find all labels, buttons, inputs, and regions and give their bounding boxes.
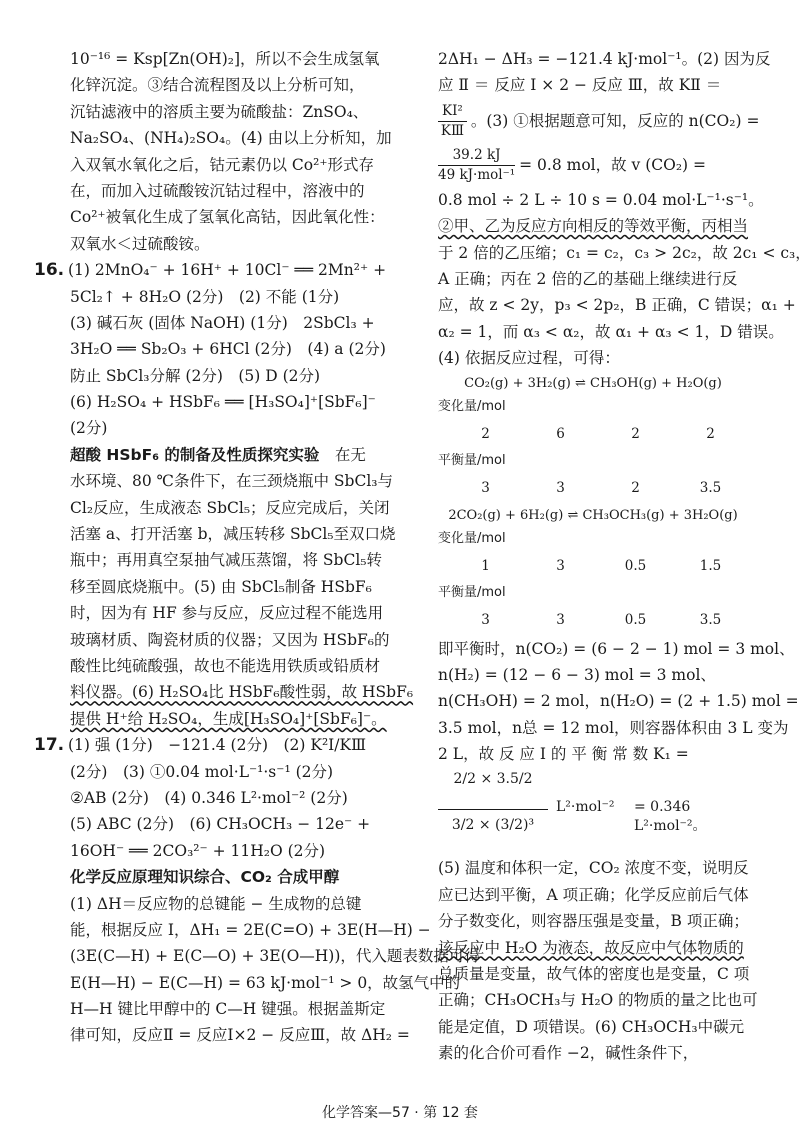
explanation-line: 瓶中；再用真空泵抽气减压蒸馏，将 SbCl₅转 xyxy=(70,551,382,570)
answer-line: ②AB (2分) (4) 0.346 L²·mol⁻² (2分) xyxy=(70,788,348,807)
text-line: 能是定值，D 项错误。(6) CH₃OCH₃中碳元 xyxy=(438,1017,745,1036)
co2-amount-line: $\frac{39.2 kJ}{\text{49 kJ·mol⁻¹}}$ = 0.8 mol，故 v (CO₂) = xyxy=(438,147,707,184)
text-line: n(CH₃OH) = 2 mol，n(H₂O) = (2 + 1.5) mol = xyxy=(438,692,799,711)
row-label: 平衡量/mol xyxy=(438,452,506,468)
text-line: 入双氧水氧化之后，钴元素仍以 Co²⁺形式存 xyxy=(70,155,375,174)
reaction-equation: 2CO₂(g) + 6H₂(g) ⇌ CH₃OCH₃(g) + 3H₂O(g) xyxy=(448,507,738,523)
row-label: 变化量/mol xyxy=(438,398,506,414)
question-number: 17. xyxy=(34,735,65,756)
text-line: 0.8 mol ÷ 2 L ÷ 10 s = 0.04 mol·L⁻¹·s⁻¹。 xyxy=(438,190,764,209)
text-line: (4) 依据反应过程，可得： xyxy=(438,349,620,368)
explanation-line: 能，根据反应 Ⅰ，ΔH₁ = 2E(C=O) + 3E(H—H) − xyxy=(70,920,431,939)
text-line: 即平衡时，n(CO₂) = (6 − 2 − 1) mol = 3 mol、 xyxy=(438,639,795,658)
fraction-result: = 0.346 L²·mol⁻²。 xyxy=(634,799,707,835)
row-label: 平衡量/mol xyxy=(438,584,506,600)
k-ratio-fraction: $\frac{\text{KⅠ²}}{\text{KⅢ}}$ xyxy=(438,102,467,141)
fraction-unit: L²·mol⁻² xyxy=(556,799,615,816)
text-line: ②甲、乙为反应方向相反的等效平衡，丙相当 xyxy=(438,217,749,236)
text-line: 应，故 z < 2y，p₃ < 2p₂，B 正确，C 错误；α₁ + xyxy=(438,296,796,315)
reaction-equation: CO₂(g) + 3H₂(g) ⇌ CH₃OH(g) + H₂O(g) xyxy=(464,375,722,391)
question-16 xyxy=(34,257,414,732)
fraction-denominator: 3/2 × (3/2)³ xyxy=(451,817,535,834)
answer-line: 16. (1) 2MnO₄⁻ + 16H⁺ + 10Cl⁻ ══ 2Mn²⁺ + xyxy=(70,257,400,283)
text-line: 2ΔH₁ − ΔH₃ = −121.4 kJ·mol⁻¹。(2) 因为反 xyxy=(438,50,771,68)
text-line: α₂ = 1，而 α₃ < α₂，故 α₁ + α₃ < 1，D 错误。 xyxy=(438,322,784,341)
text-line: A 正确；丙在 2 倍的乙的基础上继续进行反 xyxy=(438,269,738,288)
fraction-bar xyxy=(438,809,548,810)
answer-line: 17. (1) 强 (1分) −121.4 (2分) (2) K²Ⅰ/KⅢ xyxy=(70,732,400,758)
answer-line: (2分) xyxy=(70,419,108,438)
answer-line: 防止 SbCl₃分解 (2分) (5) D (2分) xyxy=(70,366,321,385)
text-line: Na₂SO₄、(NH₄)₂SO₄。(4) 由以上分析知，加 xyxy=(70,129,392,148)
explanation-line: 玻璃材质、陶瓷材质的仪器；又因为 HSbF₆的 xyxy=(70,630,390,649)
explanation-line: 水环境、80 ℃条件下，在三颈烧瓶中 SbCl₃与 xyxy=(70,472,393,491)
text-line: 该反应中 H₂O 为液态，故反应中气体物质的 xyxy=(438,938,744,957)
answer-line: 16OH⁻ ══ 2CO₃²⁻ + 11H₂O (2分) xyxy=(70,841,326,860)
answer-line: 3H₂O ══ Sb₂O₃ + 6HCl (2分) (4) a (2分) xyxy=(70,340,386,359)
answer-line: 5Cl₂↑ + 8H₂O (2分) (2) 不能 (1分) xyxy=(70,287,340,306)
text-line: 10⁻¹⁶ = Ksp[Zn(OH)₂]，所以不会生成氢氧 xyxy=(70,50,380,68)
page-footer: 化学答案—57 · 第 12 套 xyxy=(322,1105,478,1121)
explanation-line: (1) ΔH＝反应物的总键能 − 生成物的总键 xyxy=(70,894,362,913)
equilibrium-table-2 xyxy=(438,504,748,636)
text-line: Co²⁺被氧化生成了氢氧化高钴，因此氧化性： xyxy=(70,208,385,227)
text-line: 分子数变化，则容器压强是变量，B 项正确； xyxy=(438,912,749,931)
text-line: 应 Ⅱ ＝ 反应 Ⅰ × 2 − 反应 Ⅲ，故 KⅡ ＝ xyxy=(438,76,722,95)
explanation-line: 酸性比纯硫酸强，故也不能选用铁质或铅质材 xyxy=(70,656,381,675)
text-line: 总质量是变量，故气体的密度也是变量，C 项 xyxy=(438,965,750,984)
right-column xyxy=(438,46,811,1067)
fraction-numerator: 2/2 × 3.5/2 xyxy=(453,771,533,788)
text-line: 于 2 倍的乙压缩；c₁ = c₂，c₃ > 2c₂，故 2c₁ < c₃， xyxy=(438,243,811,262)
text-line: 在，而加入过硫酸铵沉钴过程中，溶液中的 xyxy=(70,181,365,200)
explanation-line: 料仪器。(6) H₂SO₄比 HSbF₆酸性弱，故 HSbF₆ xyxy=(70,683,414,702)
text-line: 正确；CH₃OCH₃与 H₂O 的物质的量之比也可 xyxy=(438,991,758,1010)
explanation-line: 活塞 a、打开活塞 b，减压转移 SbCl₅至双口烧 xyxy=(70,525,396,544)
co2-fraction: $\frac{39.2 kJ}{\text{49 kJ·mol⁻¹}}$ xyxy=(438,147,516,184)
section-heading: 超酸 HSbF₆ 的制备及性质探究实验 xyxy=(70,445,320,464)
explanation-line: 律可知，反应Ⅱ = 反应Ⅰ×2 − 反应Ⅲ，故 ΔH₂ = xyxy=(70,1026,410,1045)
explanation-line: 时，因为有 HF 参与反应，反应过程不能选用 xyxy=(70,604,384,623)
equilibrium-constant-fraction xyxy=(438,767,748,855)
answer-line: (5) ABC (2分) (6) CH₃OCH₃ − 12e⁻ + xyxy=(70,815,371,834)
answer-line: (6) H₂SO₄ + HSbF₆ ══ [H₃SO₄]⁺[SbF₆]⁻ xyxy=(70,393,376,412)
text-line: (5) 温度和体积一定，CO₂ 浓度不变，说明反 xyxy=(438,859,749,878)
q15-tail-text xyxy=(70,46,400,257)
balance-row: 3 3 2 3.5 xyxy=(481,479,722,496)
change-row: 2 6 2 2 xyxy=(481,425,715,442)
explanation-line: (3E(C—H) + E(C—O) + 3E(O—H))，代入题表数据可得 xyxy=(70,947,480,966)
row-label: 变化量/mol xyxy=(438,530,506,546)
section-heading: 化学反应原理知识综合、CO₂ 合成甲醇 xyxy=(70,868,340,887)
text-line: 应已达到平衡，A 项正确；化学反应前后气体 xyxy=(438,885,749,904)
equilibrium-table-1 xyxy=(438,372,748,504)
change-row: 1 3 0.5 1.5 xyxy=(481,557,722,574)
text-line: 沉钴滤液中的溶质主要为硫酸盐：ZnSO₄、 xyxy=(70,102,369,121)
text-line: n(H₂) = (12 − 6 − 3) mol = 3 mol、 xyxy=(438,665,716,684)
question-17 xyxy=(34,732,480,1049)
explanation-line: E(H—H) − E(C—H) = 63 kJ·mol⁻¹ > 0，故氢气中的 xyxy=(70,973,461,992)
explanation-line: H—H 键比甲醇中的 C—H 键强。根据盖斯定 xyxy=(70,1000,386,1019)
text-line: 化锌沉淀。③结合流程图及以上分析可知， xyxy=(70,76,365,95)
text-line: 双氧水＜过硫酸铵。 xyxy=(70,234,210,253)
explanation-line: 超酸 HSbF₆ 的制备及性质探究实验 在无 xyxy=(70,445,366,464)
balance-row: 3 3 0.5 3.5 xyxy=(481,611,722,628)
k-ratio-line: $\frac{\text{KⅠ²}}{\text{KⅢ}}$ 。(3) ①根据题意可知，反应的 n(CO₂) = xyxy=(438,99,748,143)
text-line: 素的化合价可看作 −2，碱性条件下， xyxy=(438,1044,699,1063)
explanation-line: Cl₂反应，生成液态 SbCl₅；反应完成后，关闭 xyxy=(70,498,390,517)
answer-line: (2分) (3) ①0.04 mol·L⁻¹·s⁻¹ (2分) xyxy=(70,762,334,781)
explanation-line: 移至圆底烧瓶中。(5) 由 SbCl₅制备 HSbF₆ xyxy=(70,577,372,596)
answer-line: (3) 碱石灰 (固体 NaOH) (1分) 2SbCl₃ + xyxy=(70,313,375,332)
text-line: 2 L，故 反 应 Ⅰ 的 平 衡 常 数 K₁ = xyxy=(438,745,689,764)
text-line: 3.5 mol，n总 = 12 mol，则容器体积由 3 L 变为 xyxy=(438,718,789,737)
question-number: 16. xyxy=(34,260,65,281)
explanation-line: 提供 H⁺给 H₂SO₄，生成[H₃SO₄]⁺[SbF₆]⁻。 xyxy=(70,709,387,728)
